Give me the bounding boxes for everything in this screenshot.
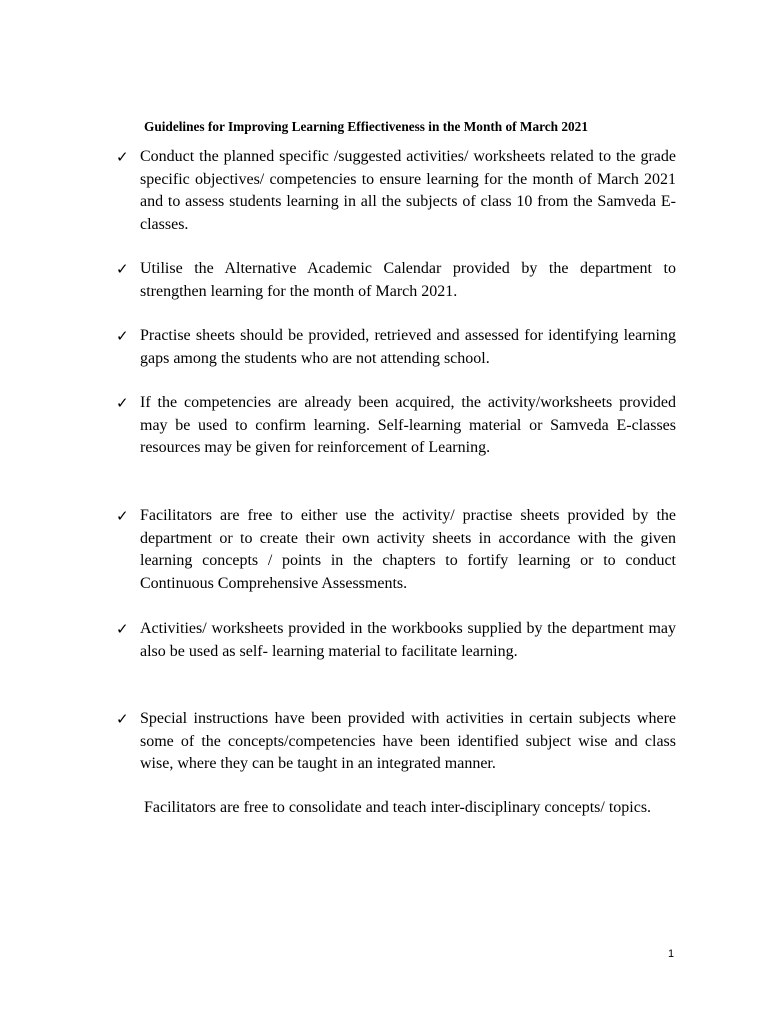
guideline-item <box>116 618 676 663</box>
checkmark-icon: ✓ <box>116 394 129 412</box>
guideline-text: Facilitators are free to either use the activity/ practise sheets provided by the department or to create their own activity sheets in accordance with the given learning concepts / points in the chapters to fortify learning or to conduct Continuous Comprehensive Assessments. <box>140 507 676 592</box>
checkmark-icon: ✓ <box>116 260 129 278</box>
checkmark-icon: ✓ <box>116 507 129 525</box>
facilitators-note: Facilitators are free to consolidate and teach inter-disciplinary concepts/ topics. <box>140 799 652 816</box>
guideline-text: Activities/ worksheets provided in the workbooks supplied by the department may also be used as self- learning material to facilitate learning. <box>140 620 676 660</box>
guideline-item <box>116 505 676 595</box>
guideline-text: Special instructions have been provided with activities in certain subjects where some of the concepts/competencies have been identified subject wise and class wise, where they can be taught in an integrated manner. <box>140 710 676 772</box>
document-title: Guidelines for Improving Learning Effiectiveness in the Month of March 2021 <box>144 119 588 134</box>
guideline-item <box>116 708 676 776</box>
checkmark-icon: ✓ <box>116 327 129 345</box>
checkmark-icon: ✓ <box>116 710 129 728</box>
guideline-item <box>116 258 676 303</box>
page-number: 1 <box>668 948 675 960</box>
guideline-text: If the competencies are already been acquired, the activity/worksheets provided may be used to confirm learning. Self-learning material or Samveda E-classes resources may be given for reinforcement of Learning. <box>140 394 676 456</box>
guideline-item <box>116 146 676 236</box>
checkmark-icon: ✓ <box>116 620 129 638</box>
checkmark-icon: ✓ <box>116 148 129 166</box>
guideline-text: Utilise the Alternative Academic Calendar provided by the department to strengthen learning for the month of March 2021. <box>140 260 676 300</box>
guideline-text: Practise sheets should be provided, retrieved and assessed for identifying learning gaps among the students who are not attending school. <box>140 327 676 367</box>
guideline-item <box>116 392 676 460</box>
guideline-text: Conduct the planned specific /suggested activities/ worksheets related to the grade specific objectives/ competencies to ensure learning for the month of March 2021 and to assess students learning in all the subjects of class 10 from the Samveda E- classes. <box>140 148 676 233</box>
guideline-item <box>116 325 676 370</box>
